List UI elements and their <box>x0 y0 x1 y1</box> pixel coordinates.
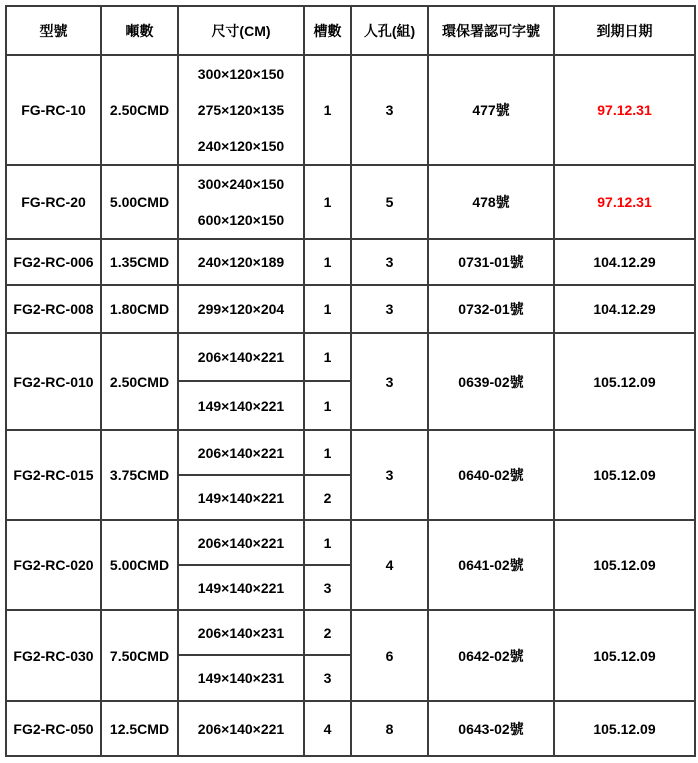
table-row-fg2-rc-015 <box>6 430 695 475</box>
cell-slots: 3 <box>304 655 351 701</box>
table-row-fg-rc-10 <box>6 55 695 165</box>
cell-expiry-date: 104.12.29 <box>554 285 695 333</box>
dimension-line: 600×120×150 <box>197 212 285 228</box>
cell-slots: 1 <box>304 55 351 165</box>
cell-dimensions: 149×140×221 <box>178 381 304 430</box>
cell-slots: 1 <box>304 381 351 430</box>
header-row <box>6 6 695 55</box>
cell-dimensions: 299×120×204 <box>178 285 304 333</box>
cell-expiry-date: 104.12.29 <box>554 239 695 285</box>
cell-tonnage: 2.50CMD <box>101 55 178 165</box>
cell-expiry-date: 105.12.09 <box>554 333 695 430</box>
col-header-expiry: 到期日期 <box>554 6 695 55</box>
col-header-model: 型號 <box>6 6 101 55</box>
cell-expiry-date: 105.12.09 <box>554 430 695 520</box>
cell-tonnage: 2.50CMD <box>101 333 178 430</box>
table-row-fg2-rc-050 <box>6 701 695 756</box>
cell-slots: 1 <box>304 333 351 381</box>
product-spec-table <box>5 5 696 757</box>
cell-manhole: 5 <box>351 165 428 239</box>
cell-model: FG2-RC-006 <box>6 239 101 285</box>
cell-manhole: 3 <box>351 430 428 520</box>
cell-manhole: 4 <box>351 520 428 610</box>
cell-expiry-date: 105.12.09 <box>554 520 695 610</box>
cell-manhole: 8 <box>351 701 428 756</box>
cell-slots: 1 <box>304 285 351 333</box>
cell-dimensions <box>178 55 304 165</box>
cell-tonnage: 1.80CMD <box>101 285 178 333</box>
cell-approval: 478號 <box>428 165 554 239</box>
cell-tonnage: 5.00CMD <box>101 165 178 239</box>
cell-dimensions <box>178 165 304 239</box>
col-header-slots: 槽數 <box>304 6 351 55</box>
cell-model: FG2-RC-010 <box>6 333 101 430</box>
cell-tonnage: 1.35CMD <box>101 239 178 285</box>
cell-dimensions: 206×140×221 <box>178 430 304 475</box>
cell-manhole: 3 <box>351 333 428 430</box>
cell-model: FG2-RC-008 <box>6 285 101 333</box>
cell-model: FG-RC-10 <box>6 55 101 165</box>
cell-approval: 477號 <box>428 55 554 165</box>
cell-approval: 0639-02號 <box>428 333 554 430</box>
col-header-tonnage: 噸數 <box>101 6 178 55</box>
cell-model: FG2-RC-015 <box>6 430 101 520</box>
cell-model: FG-RC-20 <box>6 165 101 239</box>
cell-slots: 2 <box>304 475 351 520</box>
table-row-fg2-rc-030 <box>6 610 695 655</box>
table-row-fg2-rc-020 <box>6 520 695 565</box>
cell-manhole: 6 <box>351 610 428 701</box>
cell-dimensions: 206×140×221 <box>178 520 304 565</box>
cell-tonnage: 3.75CMD <box>101 430 178 520</box>
cell-dimensions: 206×140×221 <box>178 701 304 756</box>
cell-approval: 0732-01號 <box>428 285 554 333</box>
cell-expiry-date: 97.12.31 <box>554 165 695 239</box>
cell-approval: 0641-02號 <box>428 520 554 610</box>
table-row-fg2-rc-008 <box>6 285 695 333</box>
cell-expiry-date: 105.12.09 <box>554 610 695 701</box>
cell-approval: 0642-02號 <box>428 610 554 701</box>
cell-dimensions: 206×140×231 <box>178 610 304 655</box>
cell-dimensions: 206×140×221 <box>178 333 304 381</box>
col-header-size: 尺寸(CM) <box>178 6 304 55</box>
cell-approval: 0640-02號 <box>428 430 554 520</box>
col-header-manhole: 人孔(組) <box>351 6 428 55</box>
cell-expiry-date: 105.12.09 <box>554 701 695 756</box>
dimension-line: 300×240×150 <box>197 176 285 192</box>
cell-manhole: 3 <box>351 285 428 333</box>
cell-slots: 2 <box>304 610 351 655</box>
cell-dimensions: 149×140×231 <box>178 655 304 701</box>
cell-slots: 3 <box>304 565 351 610</box>
cell-tonnage: 7.50CMD <box>101 610 178 701</box>
table-row-fg2-rc-006 <box>6 239 695 285</box>
cell-dimensions: 240×120×189 <box>178 239 304 285</box>
cell-slots: 1 <box>304 430 351 475</box>
cell-manhole: 3 <box>351 55 428 165</box>
cell-manhole: 3 <box>351 239 428 285</box>
cell-tonnage: 12.5CMD <box>101 701 178 756</box>
col-header-approval: 環保署認可字號 <box>428 6 554 55</box>
cell-model: FG2-RC-020 <box>6 520 101 610</box>
cell-dimensions: 149×140×221 <box>178 475 304 520</box>
cell-model: FG2-RC-050 <box>6 701 101 756</box>
table-row-fg2-rc-010 <box>6 333 695 381</box>
cell-expiry-date: 97.12.31 <box>554 55 695 165</box>
cell-slots: 1 <box>304 520 351 565</box>
cell-slots: 4 <box>304 701 351 756</box>
cell-approval: 0731-01號 <box>428 239 554 285</box>
dimension-line: 275×120×135 <box>197 102 285 118</box>
cell-model: FG2-RC-030 <box>6 610 101 701</box>
cell-approval: 0643-02號 <box>428 701 554 756</box>
cell-slots: 1 <box>304 239 351 285</box>
cell-dimensions: 149×140×221 <box>178 565 304 610</box>
dimension-line: 240×120×150 <box>197 138 285 154</box>
cell-slots: 1 <box>304 165 351 239</box>
table-row-fg-rc-20 <box>6 165 695 239</box>
cell-tonnage: 5.00CMD <box>101 520 178 610</box>
dimension-line: 300×120×150 <box>197 66 285 82</box>
